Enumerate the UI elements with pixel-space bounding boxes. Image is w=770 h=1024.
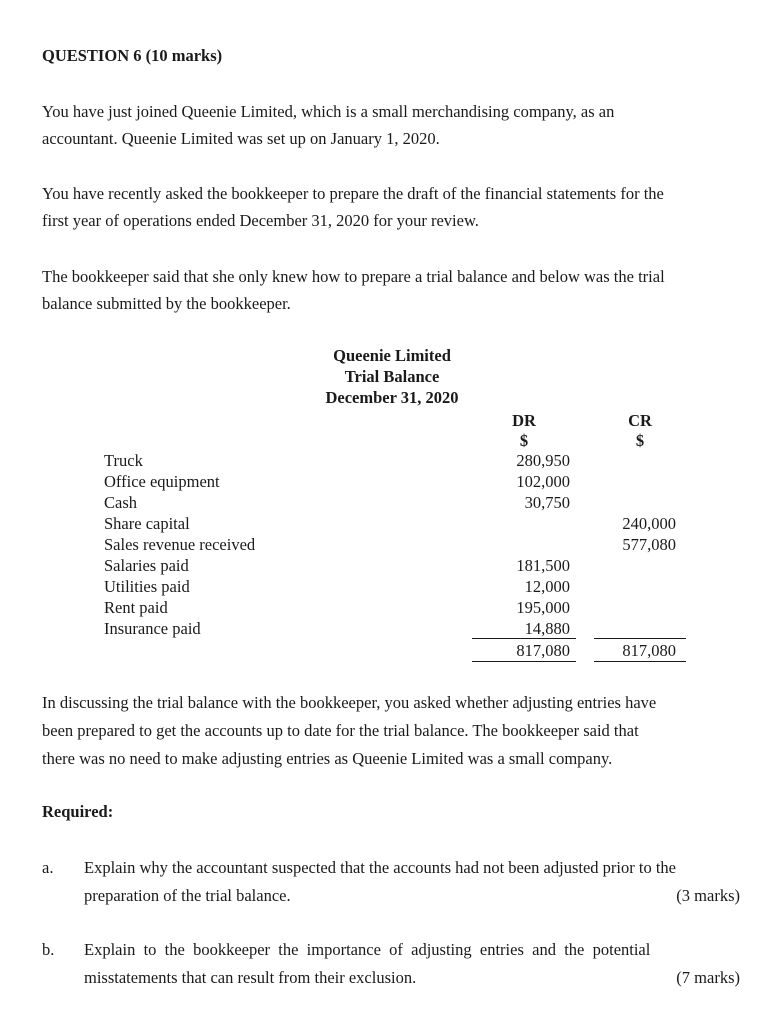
- intro-paragraph-3: [42, 263, 750, 317]
- cr-amount: 577,080: [622, 535, 676, 554]
- account-name: Cash: [104, 493, 137, 512]
- dr-amount: 12,000: [524, 577, 570, 596]
- cr-total-rule: [594, 661, 686, 662]
- required-item-b: [84, 936, 746, 992]
- text-line: You have just joined Queenie Limited, which is a small merchandising company, as an: [42, 102, 615, 121]
- text-line: Explain to the bookkeeper the importance of adjusting entries and the potential: [84, 940, 651, 959]
- cr-unit: $: [635, 431, 645, 450]
- account-name: Share capital: [104, 514, 190, 533]
- question-title: QUESTION 6 (10 marks): [42, 46, 223, 65]
- trial-balance-title: Trial Balance: [344, 367, 440, 386]
- intro-paragraph-1: [42, 98, 750, 152]
- text-line: Explain why the accountant suspected that the accounts had not been adjusted prior to the: [84, 858, 676, 877]
- account-name: Salaries paid: [104, 556, 189, 575]
- marks-label: (3 marks): [676, 886, 740, 905]
- text-line: misstatements that can result from their exclusion.: [84, 968, 417, 987]
- dr-subtotal-rule: [472, 638, 576, 639]
- account-name: Truck: [104, 451, 143, 470]
- discussion-paragraph: [42, 689, 750, 773]
- dr-amount: 181,500: [516, 556, 570, 575]
- text-line: preparation of the trial balance.: [84, 886, 291, 905]
- trial-balance-company: Queenie Limited: [333, 346, 451, 365]
- account-name: Sales revenue received: [104, 535, 256, 554]
- intro-paragraph-2: [42, 180, 750, 234]
- cr-subtotal-rule: [594, 638, 686, 639]
- text-line: The bookkeeper said that she only knew how to prepare a trial balance and below was the trial: [42, 267, 665, 286]
- text-line: balance submitted by the bookkeeper.: [42, 294, 291, 313]
- item-letter: a.: [42, 858, 54, 877]
- dr-total: 817,080: [516, 641, 570, 660]
- cr-column-header: CR: [628, 411, 652, 430]
- account-name: Office equipment: [104, 472, 220, 491]
- dr-unit: $: [519, 431, 529, 450]
- dr-amount: 280,950: [516, 451, 570, 470]
- account-name: Rent paid: [104, 598, 168, 617]
- text-line: been prepared to get the accounts up to date for the trial balance. The bookkeeper said that: [42, 721, 639, 740]
- dr-amount: 30,750: [524, 493, 570, 512]
- text-line: there was no need to make adjusting entries as Queenie Limited was a small company.: [42, 749, 613, 768]
- text-line: accountant. Queenie Limited was set up on January 1, 2020.: [42, 129, 440, 148]
- required-item-a: [84, 854, 746, 910]
- dr-total-rule: [472, 661, 576, 662]
- dr-amount: 195,000: [516, 598, 570, 617]
- account-name: Insurance paid: [104, 619, 201, 638]
- dr-amount: 14,880: [524, 619, 570, 638]
- marks-label: (7 marks): [676, 968, 740, 987]
- dr-column-header: DR: [512, 411, 536, 430]
- cr-total: 817,080: [622, 641, 676, 660]
- account-name: Utilities paid: [104, 577, 190, 596]
- trial-balance-date: December 31, 2020: [325, 388, 459, 407]
- text-line: first year of operations ended December 31, 2020 for your review.: [42, 211, 479, 230]
- text-line: You have recently asked the bookkeeper to prepare the draft of the financial statements for the: [42, 184, 664, 203]
- item-letter: b.: [42, 940, 55, 959]
- required-heading: Required:: [42, 802, 114, 821]
- cr-amount: 240,000: [622, 514, 676, 533]
- dr-amount: 102,000: [516, 472, 570, 491]
- text-line: In discussing the trial balance with the bookkeeper, you asked whether adjusting entries have: [42, 693, 657, 712]
